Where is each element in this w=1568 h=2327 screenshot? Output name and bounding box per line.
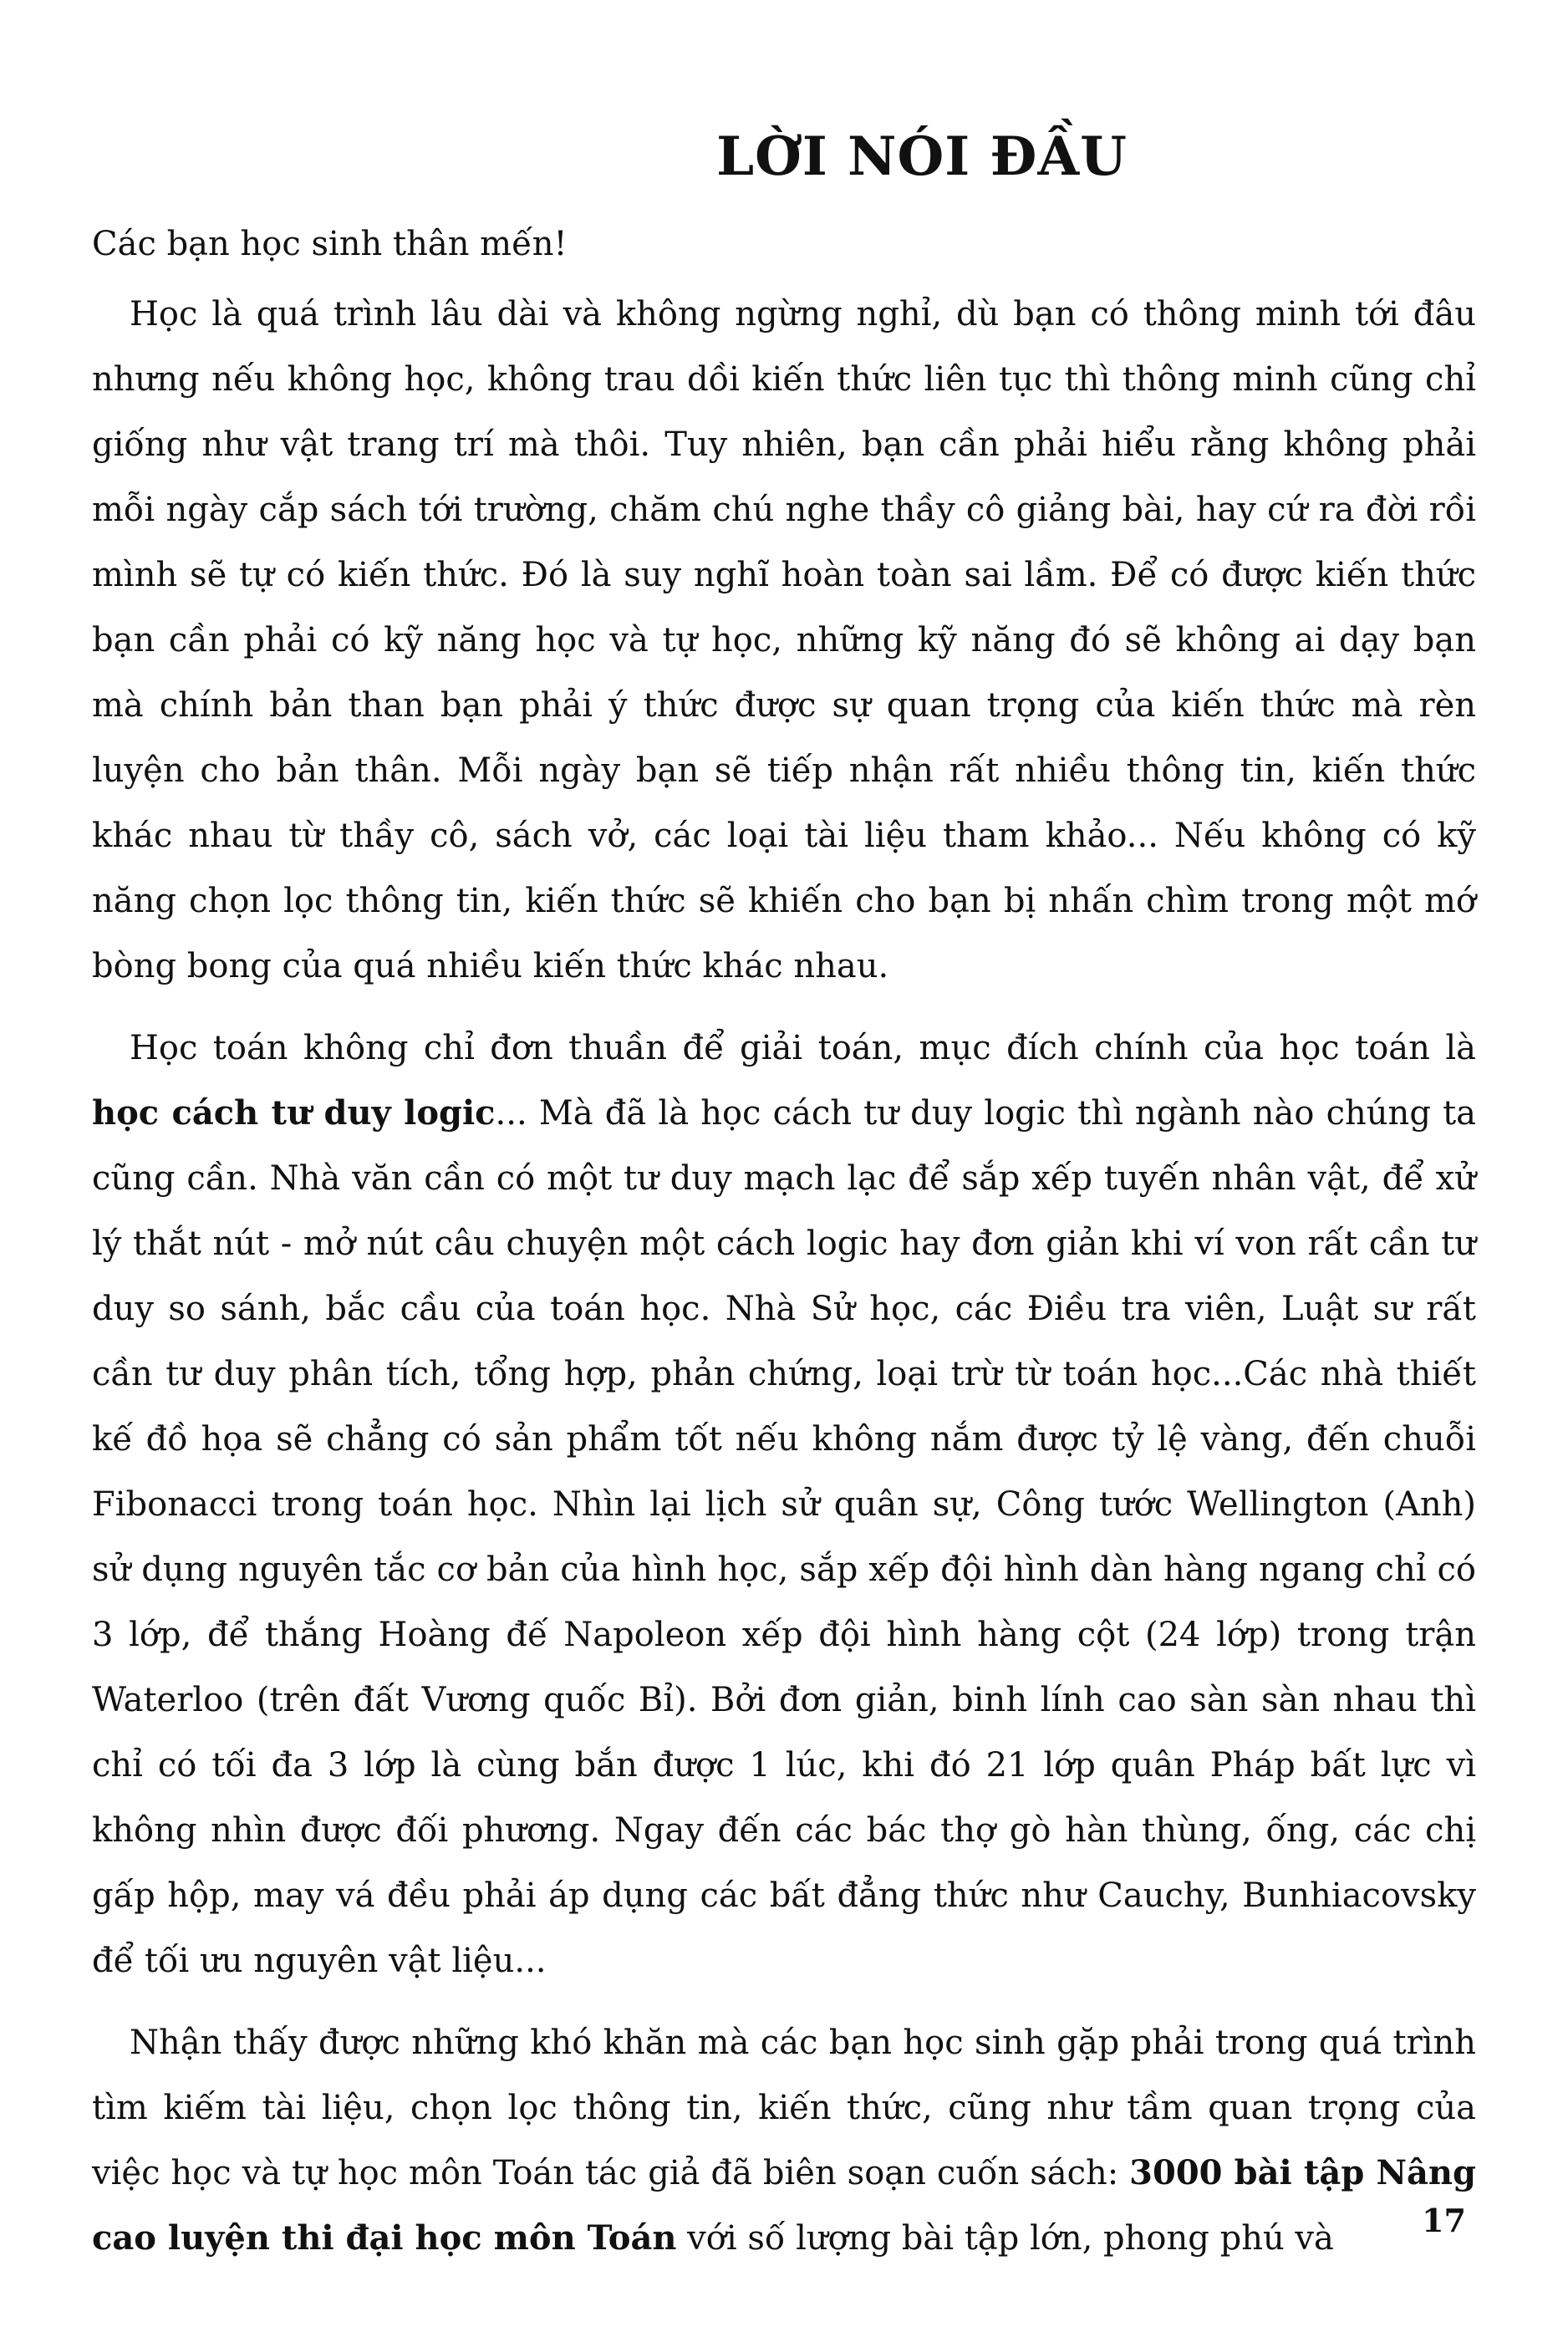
- paragraph-2-text-a: Học toán không chỉ đơn thuần để giải toán, mục đích chính của học toán là: [130, 1028, 1476, 1067]
- paragraph-3-text-b: với số lượng bài tập lớn, phong phú và: [676, 2218, 1334, 2258]
- paragraph-2-text-b: ... Mà đã là học cách tư duy logic thì ngành nào chúng ta cũng cần. Nhà văn cần có một tư duy mạch lạc để sắp xếp tuyến nhân vật, để xử lý thắt nút - mở nút câu chuyện một cách logic hay đơn giản khi ví von rất cần tư duy so sánh, bắc cầu của toán học. Nhà Sử học, các Điều tra viên, Luật sư rất cần tư duy phân tích, tổng hợp, phản chứng, loại trừ từ toán học...Các nhà thiết kế đồ họa sẽ chẳng có sản phẩm tốt nếu không nắm được tỷ lệ vàng, đến chuỗi Fibonacci trong toán học. Nhìn lại lịch sử quân sự, Công tước Wellington (Anh) sử dụng nguyên tắc cơ bản của hình học, sắp xếp đội hình dàn hàng ngang chỉ có 3 lớp, để thắng Hoàng đế Napoleon xếp đội hình hàng cột (24 lớp) trong trận Waterloo (trên đất Vương quốc Bỉ). Bởi đơn giản, binh lính cao sàn sàn nhau thì chỉ có tối đa 3 lớp là cùng bắn được 1 lúc, khi đó 21 lớp quân Pháp bất lực vì không nhìn được đối phương. Ngay đến các bác thợ gò hàn thùng, ống, các chị gấp hộp, may vá đều phải áp dụng các bất đẳng thức như Cauchy, Bunhiacovsky để tối ưu nguyên vật liệu...: [92, 1093, 1477, 1980]
- page-title: LỜI NÓI ĐẦU: [716, 125, 1128, 188]
- greeting-line: Các bạn học sinh thân mến!: [92, 224, 568, 263]
- page-number: 17: [1422, 2202, 1466, 2239]
- paragraph-3-text-a: Nhận thấy được những khó khăn mà các bạn học sinh gặp phải trong quá trình tìm kiếm tài liệu, chọn lọc thông tin, kiến thức, cũng như tầm quan trọng của việc học và tự học môn Toán tác giả đã biên soạn cuốn sách:: [92, 2023, 1476, 2192]
- paragraph-2-bold-phrase: học cách tư duy logic: [92, 1092, 496, 1133]
- book-title: 3000 bài tập Nâng cao luyện thi đại học môn Toán: [92, 2152, 1476, 2258]
- paragraph-3: [92, 2010, 1476, 2271]
- paragraph-2: [92, 1016, 1476, 1993]
- paragraph-1: Học là quá trình lâu dài và không ngừng nghỉ, dù bạn có thông minh tới đâu nhưng nếu không học, không trau dồi kiến thức liên tục thì thông minh cũng chỉ giống như vật trang trí mà thôi. Tuy nhiên, bạn cần phải hiểu rằng không phải mỗi ngày cắp sách tới trường, chăm chú nghe thầy cô giảng bài, hay cứ ra đời rồi mình sẽ tự có kiến thức. Đó là suy nghĩ hoàn toàn sai lầm. Để có được kiến thức bạn cần phải có kỹ năng học và tự học, những kỹ năng đó sẽ không ai dạy bạn mà chính bản than bạn phải ý thức được sự quan trọng của kiến thức mà rèn luyện cho bản thân. Mỗi ngày bạn sẽ tiếp nhận rất nhiều thông tin, kiến thức khác nhau từ thầy cô, sách vở, các loại tài liệu tham khảo... Nếu không có kỹ năng chọn lọc thông tin, kiến thức sẽ khiến cho bạn bị nhấn chìm trong một mớ bòng bong của quá nhiều kiến thức khác nhau.: [92, 294, 1476, 985]
